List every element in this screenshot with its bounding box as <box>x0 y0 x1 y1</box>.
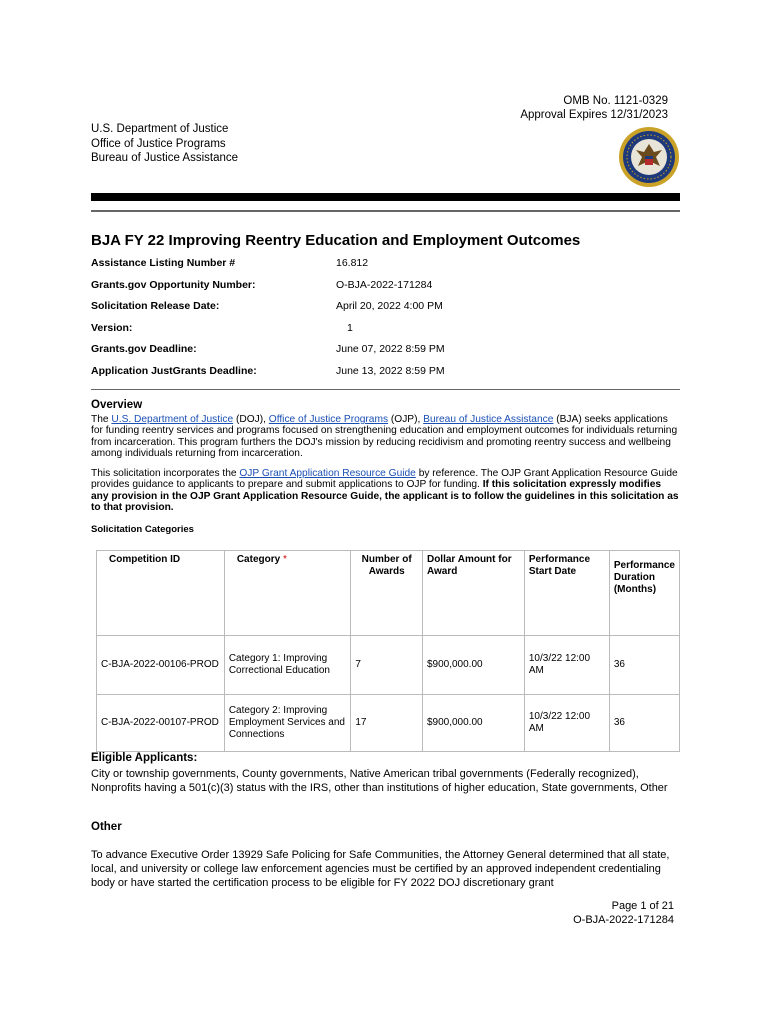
info-label: Assistance Listing Number # <box>91 257 236 269</box>
category-cell: Category 2: Improving Employment Services and Connections <box>224 695 351 752</box>
agency-line-1: U.S. Department of Justice <box>91 123 229 135</box>
amount-cell: $900,000.00 <box>422 695 524 752</box>
info-table <box>91 256 680 385</box>
header-cell: Competition ID <box>97 551 225 636</box>
doj-seal-icon <box>618 126 680 188</box>
amount-cell: $900,000.00 <box>422 636 524 695</box>
header-rule-thick <box>91 193 680 201</box>
category-cell: Category 1: Improving Correctional Education <box>224 636 351 695</box>
start-date-cell: 10/3/22 12:00 AM <box>524 636 609 695</box>
info-value: 1 <box>347 321 353 334</box>
text-run: This solicitation incorporates the <box>91 468 240 479</box>
footer-opportunity-id: O-BJA-2022-171284 <box>573 913 674 926</box>
awards-cell: 7 <box>351 636 423 695</box>
text-run: (DOJ), <box>233 414 269 425</box>
info-label: Application JustGrants Deadline: <box>91 364 257 377</box>
info-label: Solicitation Release Date: <box>91 300 220 312</box>
info-label: Grants.gov Opportunity Number: <box>91 278 256 291</box>
info-label: Version: <box>91 321 133 334</box>
text-run: (OJP), <box>388 414 424 425</box>
info-value: June 07, 2022 8:59 PM <box>336 343 445 355</box>
other-text: To advance Executive Order 13929 Safe Policing for Safe Communities, the Attorney General determined that all state, local, and university or college law enforcement agencies must be certified by an approved independent credentialing body or have started the certification process to be eligible for FY 2022 DOJ discretionary grant <box>91 849 670 890</box>
duration-cell: 36 <box>609 636 679 695</box>
approval-expires: Approval Expires 12/31/2023 <box>520 109 668 121</box>
info-value: April 20, 2022 4:00 PM <box>336 300 443 312</box>
info-row <box>91 299 680 321</box>
categories-table <box>96 550 680 752</box>
header-rule-thin <box>91 210 680 212</box>
info-row <box>91 278 680 300</box>
eligible-text: City or township governments, County governments, Native American tribal governments (Federally recognized), Nonprofits having a 501(c)(3) status with the IRS, other than institutions of higher education, State governments, Other <box>91 768 668 795</box>
awards-cell: 17 <box>351 695 423 752</box>
omb-block <box>520 94 668 122</box>
overview-heading: Overview <box>91 399 143 411</box>
solicitation-title: BJA FY 22 Improving Reentry Education and Employment Outcomes <box>91 232 581 249</box>
text-run: by reference. The OJP Grant Application Resource Guide provides guidance to applicants to prepare and submit applications to OJP for funding. <box>91 468 678 491</box>
info-row <box>91 256 680 278</box>
eligible-heading: Eligible Applicants: <box>91 752 198 764</box>
required-mark: * <box>282 554 287 565</box>
header-label: Category <box>236 554 281 565</box>
info-value: O-BJA-2022-171284 <box>336 278 433 291</box>
header-cell: Number of Awards <box>351 551 423 636</box>
info-label: Grants.gov Deadline: <box>91 343 197 355</box>
overview-paragraph-1 <box>91 414 681 459</box>
info-row <box>91 364 680 386</box>
bold-text-run: If this solicitation expressly modifies any provision in the OJP Grant Application Resource Guide, the applicant is to follow the guidelines in this solicitation as to that provision. <box>91 479 679 513</box>
competition-id-cell: C-BJA-2022-00106-PROD <box>97 636 225 695</box>
agency-line-2: Office of Justice Programs <box>91 137 226 150</box>
header-cell: Dollar Amount for Award <box>422 551 524 636</box>
start-date-cell: 10/3/22 12:00 AM <box>524 695 609 752</box>
overview-paragraph-2 <box>91 468 681 513</box>
info-value: June 13, 2022 8:59 PM <box>336 364 445 377</box>
header-cell <box>224 551 351 636</box>
bja-link[interactable]: Bureau of Justice Assistance <box>423 414 554 425</box>
duration-cell: 36 <box>609 695 679 752</box>
categories-heading: Solicitation Categories <box>91 524 194 535</box>
section-divider <box>91 389 680 390</box>
competition-id-cell: C-BJA-2022-00107-PROD <box>97 695 225 752</box>
ojp-link[interactable]: Office of Justice Programs <box>268 414 389 425</box>
other-heading: Other <box>91 821 122 833</box>
table-header-row <box>97 551 680 636</box>
table-row <box>97 695 680 752</box>
page-number: Page 1 of 21 <box>611 900 674 912</box>
text-run: (BJA) seeks applications for funding reentry services and programs focused on strengthening education and employment outcomes for individuals returning from incarceration. This program furthers the DOJ's mission by reducing recidivism and promoting reentry success and wellbeing among individuals returning from incarceration. <box>91 414 678 459</box>
header-cell: Performance Duration (Months) <box>609 551 679 636</box>
agency-line-3: Bureau of Justice Assistance <box>91 152 239 164</box>
agency-block <box>91 122 238 166</box>
info-row <box>91 342 680 364</box>
table-row <box>97 636 680 695</box>
info-value: 16.812 <box>336 257 369 269</box>
resource-guide-link[interactable]: OJP Grant Application Resource Guide <box>239 468 416 479</box>
text-run: The <box>91 414 112 425</box>
doj-link[interactable]: U.S. Department of Justice <box>111 414 234 425</box>
info-row <box>91 321 680 343</box>
page-footer <box>573 900 674 927</box>
header-cell: Performance Start Date <box>524 551 609 636</box>
omb-number: OMB No. 1121-0329 <box>563 95 668 107</box>
